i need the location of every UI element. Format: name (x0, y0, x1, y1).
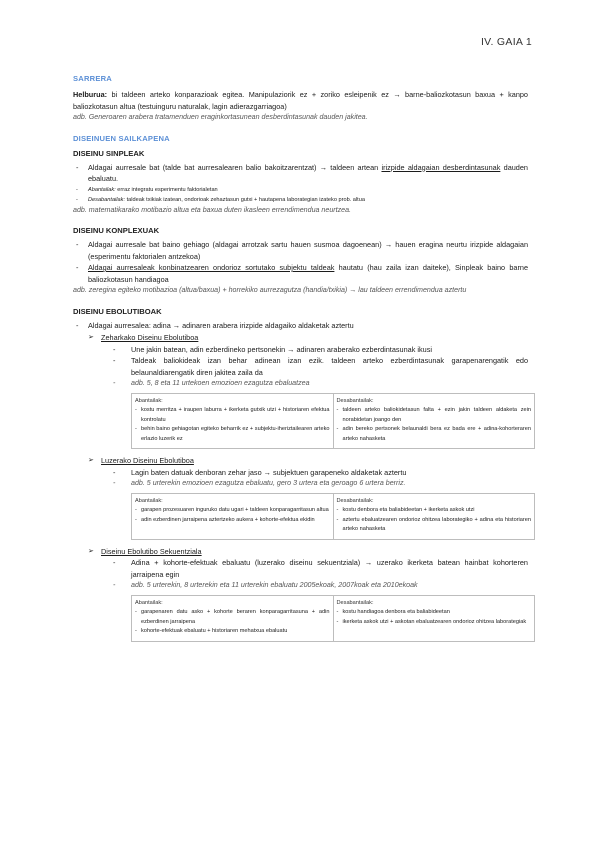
advantage-item: - garapenaren datu asko + kohorte beraren konparagarritasuna + adin ezberdinen jarraipena (135, 608, 330, 627)
arrow-bullet-icon: ➢ (88, 457, 94, 464)
advantage-item: - kostu merritza + iraupen laburra + ikerketa gutxik utzi + historiaren efektua kontrolatu (135, 406, 330, 425)
advantage-item: - adin ezberdinen jarraipena aztertzeko aukera + kohorte-efektua ekidin (135, 516, 330, 526)
advantages-cell (132, 493, 334, 539)
disadvantage-item: - ikerketa askok utzi + askotan ebaluatzearen ondorioz ohitzea laborategiak (337, 618, 532, 628)
helburua-paragraph (73, 89, 528, 112)
helburua-text: bi taldeen arteko konparazioak egitea. Manipulaziorik ez + zoriko esleipenik ez → barne-baliozkotasun baxua + kanpo baliozkotasun altua (testuinguru naturalak, lagin adierazgarriagoa) (73, 90, 528, 111)
list-item (73, 262, 528, 285)
disadvantages-header: Desabantailak: (336, 599, 374, 606)
underlined-term: irizpide aldagaian desberdintasunak (381, 162, 501, 172)
disadvantages-label: Desabantailak: (88, 196, 126, 203)
subsection-title-simple: DISEINU SINPLEAK (73, 148, 145, 158)
list-item-text: Aldagai aurresale bat (talde bat aurresalearen balio bakoitzarentzat) → taldeen artean (88, 162, 382, 172)
disadvantages-header: Desabantailak: (336, 497, 374, 504)
list-item: - Aldagai aurresalea: adina → adinaren arabera irizpide aldagaiko aldaketak aztertu (73, 320, 528, 332)
list-item-example: - adb. 5, 8 eta 11 urtekoen emozioen ezagutza ebaluatzea (131, 378, 528, 390)
longitudinal-title: Luzerako Diseinu Ebolutiboa (101, 456, 194, 465)
longitudinal-list (73, 467, 528, 490)
list-item (73, 185, 528, 195)
advantage-item: - garapen prozesuaren inguruko datu ugari + taldeen konparagarritasun altua (135, 506, 330, 516)
cross-sectional-list (73, 344, 528, 390)
disadvantage-item: - adin bereko pertsonek belaunaldi bera ez bada ere + adina-kohorteraren arteko nahasketa (337, 425, 532, 444)
disadvantages-cell (333, 493, 535, 539)
document-body (73, 74, 531, 648)
page-header: IV. GAIA 1 (480, 36, 532, 48)
cross-sectional-title: Zeharkako Diseinu Ebolutiboa (101, 333, 199, 342)
complex-list (73, 239, 528, 285)
simple-list (73, 162, 528, 205)
disadvantage-item: - kostu denbora eta baliabideetan + ikerketa askok utzi (337, 506, 532, 516)
complex-example: adb. zeregina egiteko motibazioa (altua/baxua) + horrekiko aurrezagutza (handia/txikia) → lau taldeen errendimendua aztertu (73, 286, 467, 294)
helburua-label: Helburua: (73, 90, 108, 99)
list-item-example: - adb. 5 urterekin emozioen ezagutza ebaluatu, gero 3 urtera eta geroago 6 urtera berriz. (131, 478, 528, 490)
sarrera-example: adb. Generoaren arabera tratamenduen eraginkortasunean desberdintasunak dauden jakitea. (73, 113, 368, 121)
subsection-title-evolutive: DISEINU EBOLUTIBOAK (73, 306, 162, 316)
arrow-bullet-icon: ➢ (88, 547, 94, 555)
underlined-term: Aldagai aurresaleak konbinatzearen ondorioz sortutako subjektu taldeak (88, 263, 335, 272)
list-item: - Adina + kohorte-efektuak ebaluatu (luzerako diseinu sekuentziala) → uzerako ikerketa batean hainbat kohorteren jarraipena egin (131, 557, 528, 580)
longitudinal-pros-cons-table (131, 493, 535, 540)
longitudinal-heading (73, 455, 528, 467)
section-title-sarrera: SARRERA (73, 74, 112, 83)
list-item-text: taldeak txikiak izatean, ondorioak zehaztasun gutxi + hautapena laborategian izateko prob. altua (125, 196, 365, 203)
sequential-title: Diseinu Ebolutibo Sekuentziala (101, 546, 202, 556)
list-item-text: hautatu (hau zaila izan daiteke), Sinpleak baino barne baliozkotasun handiagoa (88, 263, 528, 284)
advantages-header: Abantailak: (135, 497, 163, 504)
evolutive-list (73, 320, 528, 332)
list-item: - Une jakin batean, adin ezberdineko pertsonekin → adinaren araberako ezberdintasunak ikusi (131, 344, 528, 356)
disadvantage-item: - taldeen arteko baliokidetasun falta + ezin jakin taldeen aldaketa zein norabidetan joango den (337, 406, 532, 425)
cross-sectional-heading (73, 332, 528, 344)
sequential-pros-cons-table (131, 595, 535, 642)
advantages-cell (132, 595, 334, 641)
advantages-header: Abantailak: (135, 599, 163, 606)
sequential-heading (73, 546, 528, 558)
list-item-text: dauden ebaluatu. (88, 162, 528, 183)
advantage-item: - behin baino gehiagotan egiteko beharrik ez + subjektu-iheriztailearen arteko erlazio luzerik ez (135, 425, 330, 444)
advantage-item: - kohorte-efektuak ebaluatu + historiaren mehatxua ebaluatu (135, 627, 330, 637)
sequential-list (73, 557, 528, 592)
disadvantage-item: - kostu handiagoa denbora eta baliabideetan (337, 608, 532, 618)
advantages-label: Abantailak: (88, 186, 116, 193)
list-item: - Lagin baten datuak denboran zehar jaso → subjektuen garapeneko aldaketak aztertu (131, 467, 528, 479)
list-item (73, 195, 528, 205)
list-item-example: - adb. 5 urterekin, 8 urterekin eta 11 urterekin ebaluatu 2005ekoak, 2007koak eta 2010ekoak (131, 580, 528, 592)
subsection-title-complex: DISEINU KONPLEXUAK (73, 226, 160, 235)
cross-sectional-pros-cons-table (131, 393, 535, 450)
section-title-sailkapena: DISEINUEN SAILKAPENA (73, 133, 170, 143)
disadvantages-cell (333, 393, 535, 449)
disadvantages-cell (333, 595, 535, 641)
simple-example: adb. matematikarako motibazio altua eta baxua duten ikasleen errendimendua neurtzea. (73, 205, 352, 214)
advantages-cell (132, 393, 334, 449)
arrow-bullet-icon: ➢ (88, 334, 94, 341)
list-item-text: erraz integratu esperimentu faktorialetan (115, 186, 218, 193)
list-item (73, 162, 528, 185)
advantages-header: Abantailak: (135, 397, 163, 404)
disadvantages-header: Desabantailak: (336, 397, 374, 404)
disadvantage-item: - aztertu ebaluatzearen ondorioz ohitzea laborategiko + adina eta historiaren arteko nahasketa (337, 516, 532, 535)
list-item: - Aldagai aurresale bat baino gehiago (aldagai arrotzak sartu hauen susmoa dagoenean) → hauen eragina neurtu irizpide aldagaian (esperimentu faktorialen antzekoa) (73, 239, 528, 262)
list-item: - Taldeak baliokideak izan behar adinean izan ezik. taldeen arteko ezberdintasunak garapenarengatik edo belaunaldiarengatik diren jakitea zaila da (131, 355, 528, 378)
